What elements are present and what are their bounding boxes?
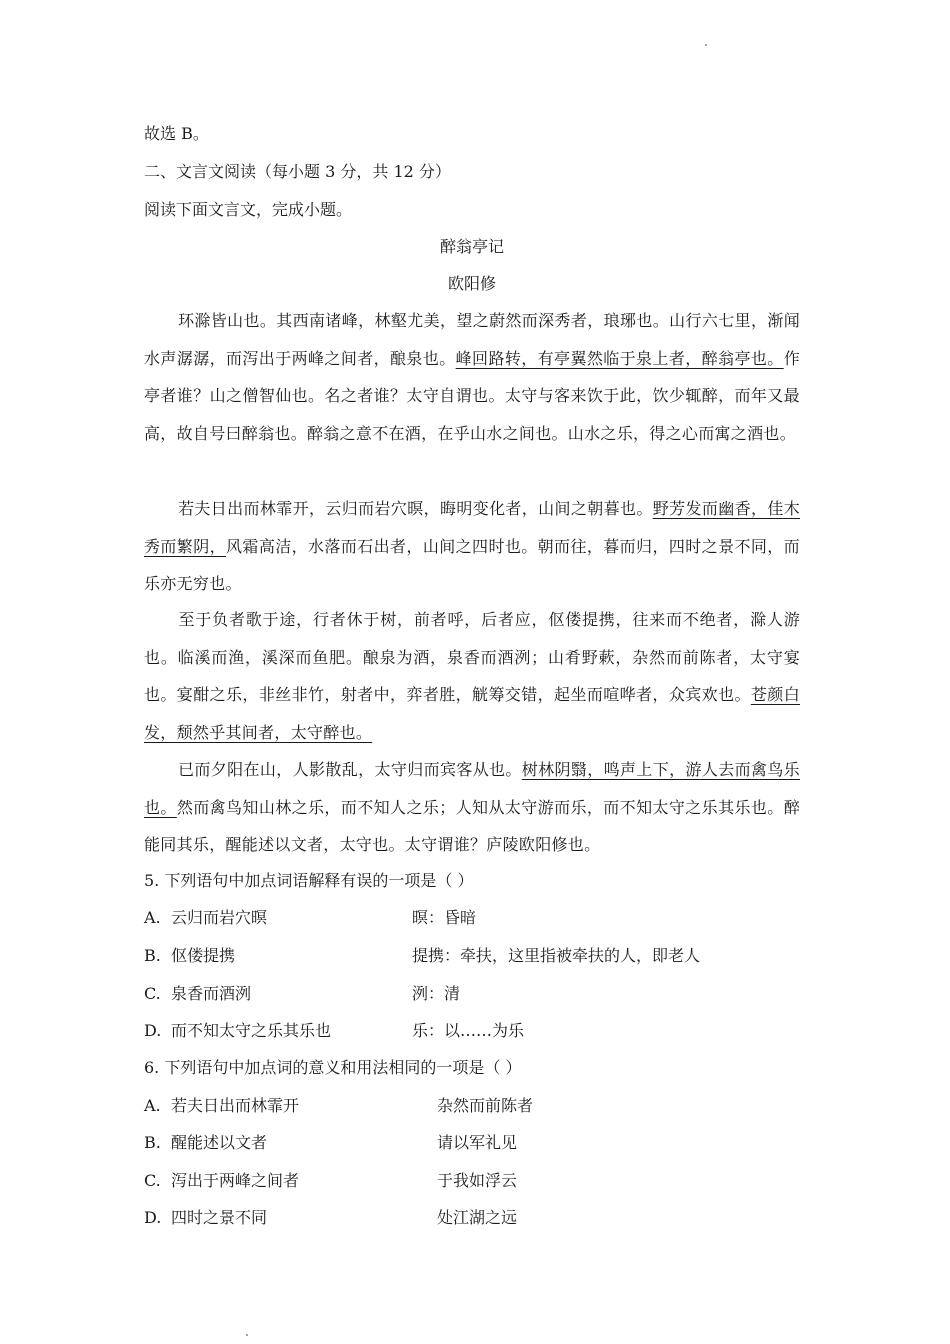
- passage-author: 欧阳修: [447, 274, 496, 293]
- q5-option-c-text: 泉香而酒洌: [171, 984, 252, 1003]
- passage-paragraph-2: [144, 490, 800, 603]
- p2-text-b: 风霜高洁，水落而石出者，山间之四时也。朝而往，暮而归，四时之景不同，而乐亦无穷也。: [144, 536, 800, 593]
- p2-underlined: 野芳发而幽香，佳木秀而繁阴，: [144, 499, 800, 556]
- q6-option-b-text: 醒能述以文者: [171, 1133, 268, 1152]
- p4-text-a: 已而夕阳在山，人影散乱，太守归而宾客从也。: [178, 760, 522, 779]
- q6-option-d-pair: 处江湖之远: [437, 1208, 518, 1227]
- scan-dot-top: [705, 44, 707, 46]
- p3-underlined: 苍颜白发，颓然乎其间者，太守醉也。: [144, 685, 800, 742]
- q6-option-c-letter: C.: [144, 1171, 161, 1190]
- instruction: 阅读下面文言文，完成小题。: [144, 200, 353, 219]
- q5-option-d-text: 而不知太守之乐其乐也: [171, 1021, 332, 1040]
- previous-answer: 故选 B。: [144, 124, 209, 143]
- q6-option-d-letter: D.: [144, 1208, 162, 1227]
- q6-option-a-letter: A.: [144, 1096, 161, 1115]
- q6-option-b-pair: 请以军礼见: [437, 1133, 518, 1152]
- p1-text-b: 作亭者谁？山之僧智仙也。名之者谁？太守自谓也。太守与客来饮于此，饮少辄醉，而年又最高，故自号曰醉翁也。醉翁之意不在酒，在乎山水之间也。山水之乐，得之心而寓之酒也。: [144, 348, 800, 443]
- passage-paragraph-3: [144, 601, 800, 751]
- p4-underlined: 树林阴翳，鸣声上下，游人去而禽鸟乐也。: [144, 760, 800, 817]
- q6-option-d-text: 四时之景不同: [171, 1208, 268, 1227]
- q5-option-c-letter: C.: [144, 984, 161, 1003]
- q6-option-c-pair: 于我如浮云: [437, 1171, 518, 1190]
- q5-option-c-gloss: 洌：清: [412, 984, 461, 1003]
- q5-option-b-letter: B.: [144, 946, 161, 965]
- section-header: 二、文言文阅读（每小题 3 分，共 12 分）: [144, 162, 451, 181]
- q5-option-a-gloss: 暝：昏暗: [412, 908, 477, 927]
- q5-option-d-letter: D.: [144, 1021, 162, 1040]
- q6-option-a-text: 若夫日出而林霏开: [171, 1096, 300, 1115]
- q5-option-d-gloss: 乐：以……为乐: [412, 1021, 525, 1040]
- q5-option-a-text: 云归而岩穴暝: [171, 908, 268, 927]
- p1-underlined: 峰回路转，有亭翼然临于泉上者，醉翁亭也。: [455, 348, 784, 368]
- passage-paragraph-1: [144, 302, 800, 452]
- q6-option-a-pair: 杂然而前陈者: [437, 1096, 534, 1115]
- passage-title: 醉翁亭记: [439, 237, 504, 256]
- q5-option-b-gloss: 提携：牵扶，这里指被牵扶的人，即老人: [412, 946, 701, 965]
- question-6-stem: 6. 下列语句中加点词的意义和用法相同的一项是（ ）: [144, 1058, 522, 1077]
- p1-text-a: 环滁皆山也。其西南诸峰，林壑尤美，望之蔚然而深秀者，琅琊也。山行六七里，渐闻水声潺潺，而泻出于两峰之间者，酿泉也。: [144, 311, 800, 368]
- q5-option-b-text: 伛偻提携: [171, 946, 236, 965]
- passage-paragraph-4: [144, 751, 800, 864]
- question-5-stem: 5. 下列语句中加点词语解释有误的一项是（ ）: [144, 871, 474, 890]
- p4-text-b: 然而禽鸟知山林之乐，而不知人之乐；人知从太守游而乐，而不知太守之乐其乐也。醉能同其乐，醒能述以文者，太守也。太守谓谁？庐陵欧阳修也。: [144, 797, 800, 854]
- q6-option-b-letter: B.: [144, 1133, 161, 1152]
- p3-text-a: 至于负者歌于途，行者休于树，前者呼，后者应，伛偻提携，往来而不绝者，滁人游也。临溪而渔，溪深而鱼肥。酿泉为酒，泉香而酒洌；山肴野蔌，杂然而前陈者，太守宴也。宴酣之乐，非丝非竹，射者中，弈者胜，觥筹交错，起坐而喧哗者，众宾欢也。: [144, 610, 800, 704]
- p2-text-a: 若夫日出而林霏开，云归而岩穴暝，晦明变化者，山间之朝暮也。: [178, 499, 653, 518]
- q6-option-c-text: 泻出于两峰之间者: [171, 1171, 300, 1190]
- scan-dot-bottom: [246, 1334, 248, 1336]
- q5-option-a-letter: A.: [144, 908, 161, 927]
